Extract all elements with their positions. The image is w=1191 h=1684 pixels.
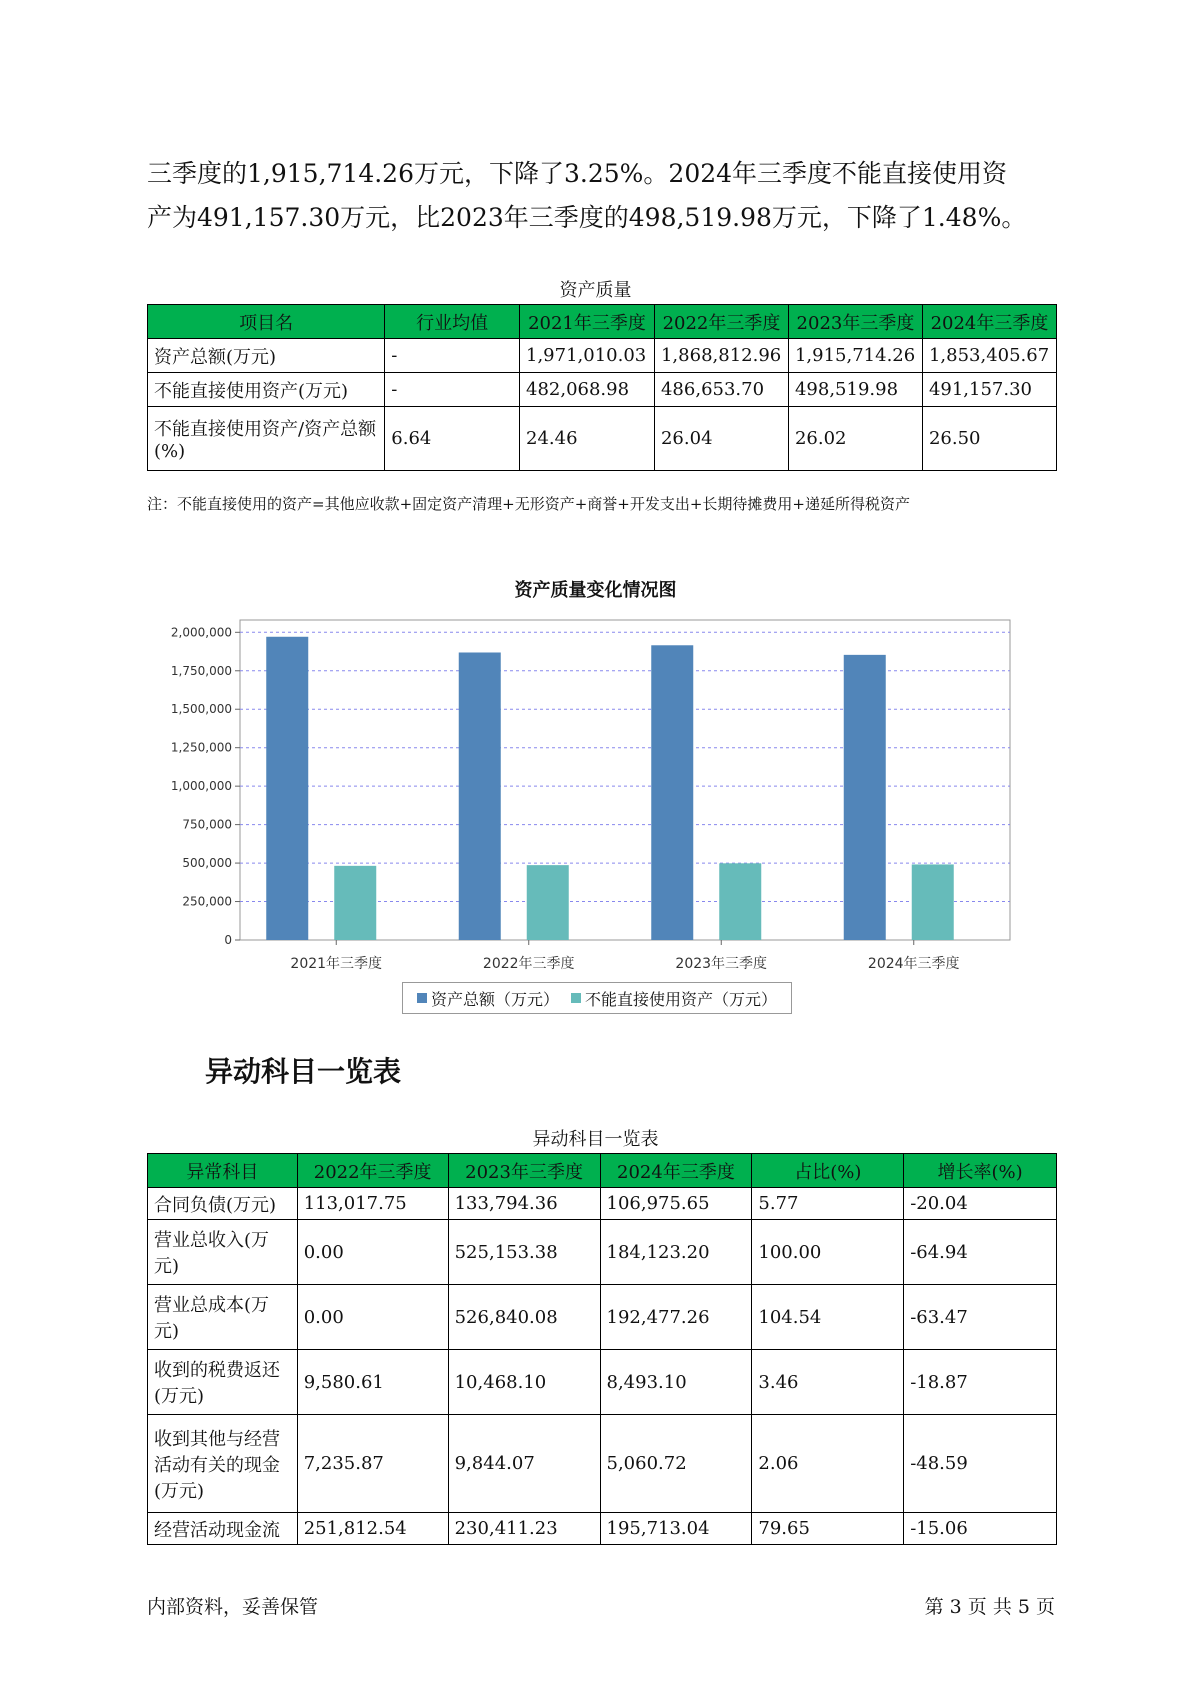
chart-title: 资产质量变化情况图 [514, 580, 677, 601]
table-cell: 106,975.65 [600, 1188, 752, 1220]
bar-unusable-assets [912, 864, 954, 940]
table-row [148, 1350, 1057, 1415]
footer-confidential: 内部资料，妥善保管 [147, 1596, 319, 1618]
bar-unusable-assets [334, 866, 376, 940]
bar-chart [0, 600, 1191, 970]
intro-line-2: 产为491,157.30万元，比2023年三季度的498,519.98万元，下降了1.48%。 [147, 203, 1027, 232]
y-tick-label: 1,500,000 [170, 702, 232, 717]
table-row [148, 1285, 1057, 1350]
table-cell: -18.87 [904, 1350, 1057, 1415]
table-cell: 24.46 [520, 407, 655, 471]
table-cell: 184,123.20 [600, 1220, 752, 1285]
table-header-row [148, 1154, 1057, 1188]
legend-swatch-icon [571, 993, 581, 1003]
footer-page-number: 第 3 页 共 5 页 [924, 1596, 1055, 1618]
header-cell: 占比(%) [752, 1154, 904, 1188]
x-tick-label: 2021年三季度 [290, 956, 383, 970]
y-tick-label: 250,000 [182, 894, 232, 909]
table-cell: 498,519.98 [788, 373, 922, 407]
table-row [148, 339, 1057, 373]
table-cell: -63.47 [904, 1285, 1057, 1350]
legend-item [571, 987, 777, 1010]
table-cell: 26.50 [922, 407, 1056, 471]
table-cell: 1,868,812.96 [654, 339, 788, 373]
table-cell: - [385, 339, 520, 373]
table-cell: 营业总成本(万元) [148, 1285, 298, 1350]
table-cell: 79.65 [752, 1513, 904, 1545]
legend-label: 资产总额（万元） [430, 989, 559, 1009]
table-cell: 1,915,714.26 [788, 339, 922, 373]
legend-swatch-icon [417, 993, 427, 1003]
table-cell: 1,853,405.67 [922, 339, 1056, 373]
table-row [148, 1220, 1057, 1285]
table-row [148, 373, 1057, 407]
table-cell: 9,844.07 [448, 1415, 600, 1513]
header-cell: 2023年三季度 [448, 1154, 600, 1188]
legend-item [417, 987, 559, 1010]
table-cell: 251,812.54 [297, 1513, 448, 1545]
abnormal-items-table [147, 1153, 1057, 1545]
header-cell: 2023年三季度 [788, 305, 922, 339]
header-cell: 项目名 [148, 305, 385, 339]
table-row [148, 1513, 1057, 1545]
y-tick-label: 0 [224, 933, 232, 947]
bar-unusable-assets [719, 863, 761, 940]
table-header-row [148, 305, 1057, 339]
table-cell: -64.94 [904, 1220, 1057, 1285]
table-cell: 收到其他与经营活动有关的现金(万元) [148, 1415, 298, 1513]
table-cell: 6.64 [385, 407, 520, 471]
table-cell: 7,235.87 [297, 1415, 448, 1513]
header-cell: 2022年三季度 [654, 305, 788, 339]
table-cell: 3.46 [752, 1350, 904, 1415]
table-cell: 合同负债(万元) [148, 1188, 298, 1220]
intro-line-1: 三季度的1,915,714.26万元，下降了3.25%。2024年三季度不能直接使用资 [147, 159, 1008, 188]
table-cell: 482,068.98 [520, 373, 655, 407]
table-cell: 收到的税费返还(万元) [148, 1350, 298, 1415]
header-cell: 2024年三季度 [600, 1154, 752, 1188]
table-cell: 525,153.38 [448, 1220, 600, 1285]
table-row [148, 1188, 1057, 1220]
section-heading: 异动科目一览表 [205, 1055, 402, 1088]
table-cell: 133,794.36 [448, 1188, 600, 1220]
y-tick-label: 2,000,000 [170, 625, 232, 640]
table-cell: 486,653.70 [654, 373, 788, 407]
asset-quality-table [147, 304, 1057, 471]
table-cell: 0.00 [297, 1285, 448, 1350]
x-tick-label: 2023年三季度 [675, 956, 768, 970]
table-cell: 1,971,010.03 [520, 339, 655, 373]
table-cell: - [385, 373, 520, 407]
header-cell: 2022年三季度 [297, 1154, 448, 1188]
bar-total-assets [266, 637, 308, 940]
table-cell: 5,060.72 [600, 1415, 752, 1513]
table-cell: 526,840.08 [448, 1285, 600, 1350]
table-cell: 8,493.10 [600, 1350, 752, 1415]
table-cell: 经营活动现金流 [148, 1513, 298, 1545]
table-cell: 不能直接使用资产(万元) [148, 373, 385, 407]
table-cell: 2.06 [752, 1415, 904, 1513]
x-tick-label: 2022年三季度 [482, 956, 575, 970]
table-cell: 不能直接使用资产/资产总额(%) [148, 407, 385, 471]
table-cell: 0.00 [297, 1220, 448, 1285]
asset-table-caption: 资产质量 [559, 280, 632, 301]
table-cell: 491,157.30 [922, 373, 1056, 407]
bar-total-assets [844, 655, 886, 940]
y-tick-label: 1,250,000 [170, 740, 232, 755]
table-cell: 113,017.75 [297, 1188, 448, 1220]
table-cell: 资产总额(万元) [148, 339, 385, 373]
table-cell: 26.02 [788, 407, 922, 471]
table-cell: 5.77 [752, 1188, 904, 1220]
bar-total-assets [651, 645, 693, 940]
table-cell: 9,580.61 [297, 1350, 448, 1415]
bar-total-assets [459, 652, 501, 940]
y-tick-label: 1,000,000 [170, 779, 232, 794]
table-cell: 230,411.23 [448, 1513, 600, 1545]
table-row [148, 407, 1057, 471]
table-cell: -15.06 [904, 1513, 1057, 1545]
table-cell: 10,468.10 [448, 1350, 600, 1415]
table-cell: 26.04 [654, 407, 788, 471]
x-tick-label: 2024年三季度 [867, 956, 960, 970]
legend-label: 不能直接使用资产（万元） [585, 989, 778, 1009]
header-cell: 增长率(%) [904, 1154, 1057, 1188]
table-cell: 192,477.26 [600, 1285, 752, 1350]
y-tick-label: 500,000 [182, 856, 232, 871]
table-cell: 100.00 [752, 1220, 904, 1285]
table-cell: 195,713.04 [600, 1513, 752, 1545]
header-cell: 2021年三季度 [520, 305, 655, 339]
table-cell: -20.04 [904, 1188, 1057, 1220]
table-cell: 营业总收入(万元) [148, 1220, 298, 1285]
table-footnote: 注：不能直接使用的资产=其他应收款+固定资产清理+无形资产+商誉+开发支出+长期待摊费用+递延所得税资产 [147, 495, 910, 513]
chart-legend [402, 982, 792, 1014]
header-cell: 2024年三季度 [922, 305, 1056, 339]
y-tick-label: 750,000 [182, 817, 232, 832]
header-cell: 异常科目 [148, 1154, 298, 1188]
table-cell: -48.59 [904, 1415, 1057, 1513]
table-cell: 104.54 [752, 1285, 904, 1350]
header-cell: 行业均值 [385, 305, 520, 339]
y-tick-label: 1,750,000 [170, 663, 232, 678]
table-row [148, 1415, 1057, 1513]
change-table-caption: 异动科目一览表 [532, 1129, 659, 1150]
bar-unusable-assets [527, 865, 569, 940]
